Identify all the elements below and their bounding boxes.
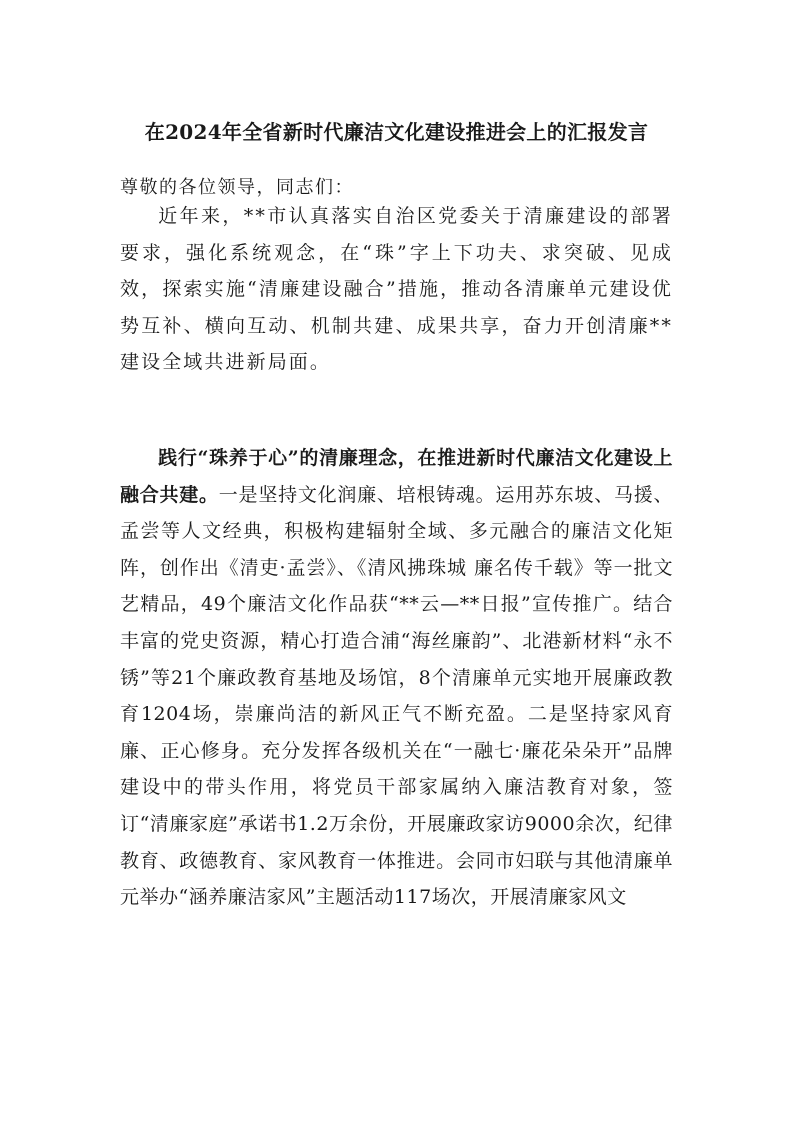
paragraph-1 xyxy=(120,198,673,381)
document-title: 在2024年全省新时代廉洁文化建设推进会上的汇报发言 xyxy=(144,120,649,144)
paragraph-2-text: 一是坚持文化润廉、培根铸魂。运用苏东坡、马援、孟尝等人文经典，积极构建辐射全域、多元融合的廉洁文化矩阵，创作出《清吏·孟尝》、《清风拂珠城 廉名传千载》等一批文艺精品，49个廉洁文化作品获“**云—**日报”宣传推广。结合丰富的党史资源，精心打造合浦“海丝廉韵”、北港新材料“永不锈”等21个廉政教育基地及场馆，8个清廉单元实地开展廉政教育1204场，崇廉尚洁的新风正气不断充盈。二是坚持家风育廉、正心修身。充分发挥各级机关在“一融七·廉花朵朵开”品牌建设中的带头作用，将党员干部家属纳入廉洁教育对象，签订“清廉家庭”承诺书1.2万余份，开展廉政家访9000余次，纪律教育、政德教育、家风教育一体推进。会同市妇联与其他清廉单元举办“涵养廉洁家风”主题活动117场次，开展清廉家风文 xyxy=(120,483,673,909)
salutation: 尊敬的各位领导，同志们： xyxy=(120,177,354,198)
paragraph-2-lead: 践行“珠养于心”的清廉理念，在推进新时代廉洁文化建设上融合共建。 xyxy=(120,447,673,506)
paragraph-2-body xyxy=(120,440,673,916)
paragraph-2 xyxy=(120,440,673,916)
paragraph-1-body xyxy=(120,198,673,381)
paragraph-1-text: 近年来，**市认真落实自治区党委关于清廉建设的部署要求，强化系统观念，在“珠”字上下功夫、求突破、见成效，探索实施“清廉建设融合”措施，推动各清廉单元建设优势互补、横向互动、机制共建、成果共享，奋力开创清廉**建设全域共进新局面。 xyxy=(120,205,673,374)
